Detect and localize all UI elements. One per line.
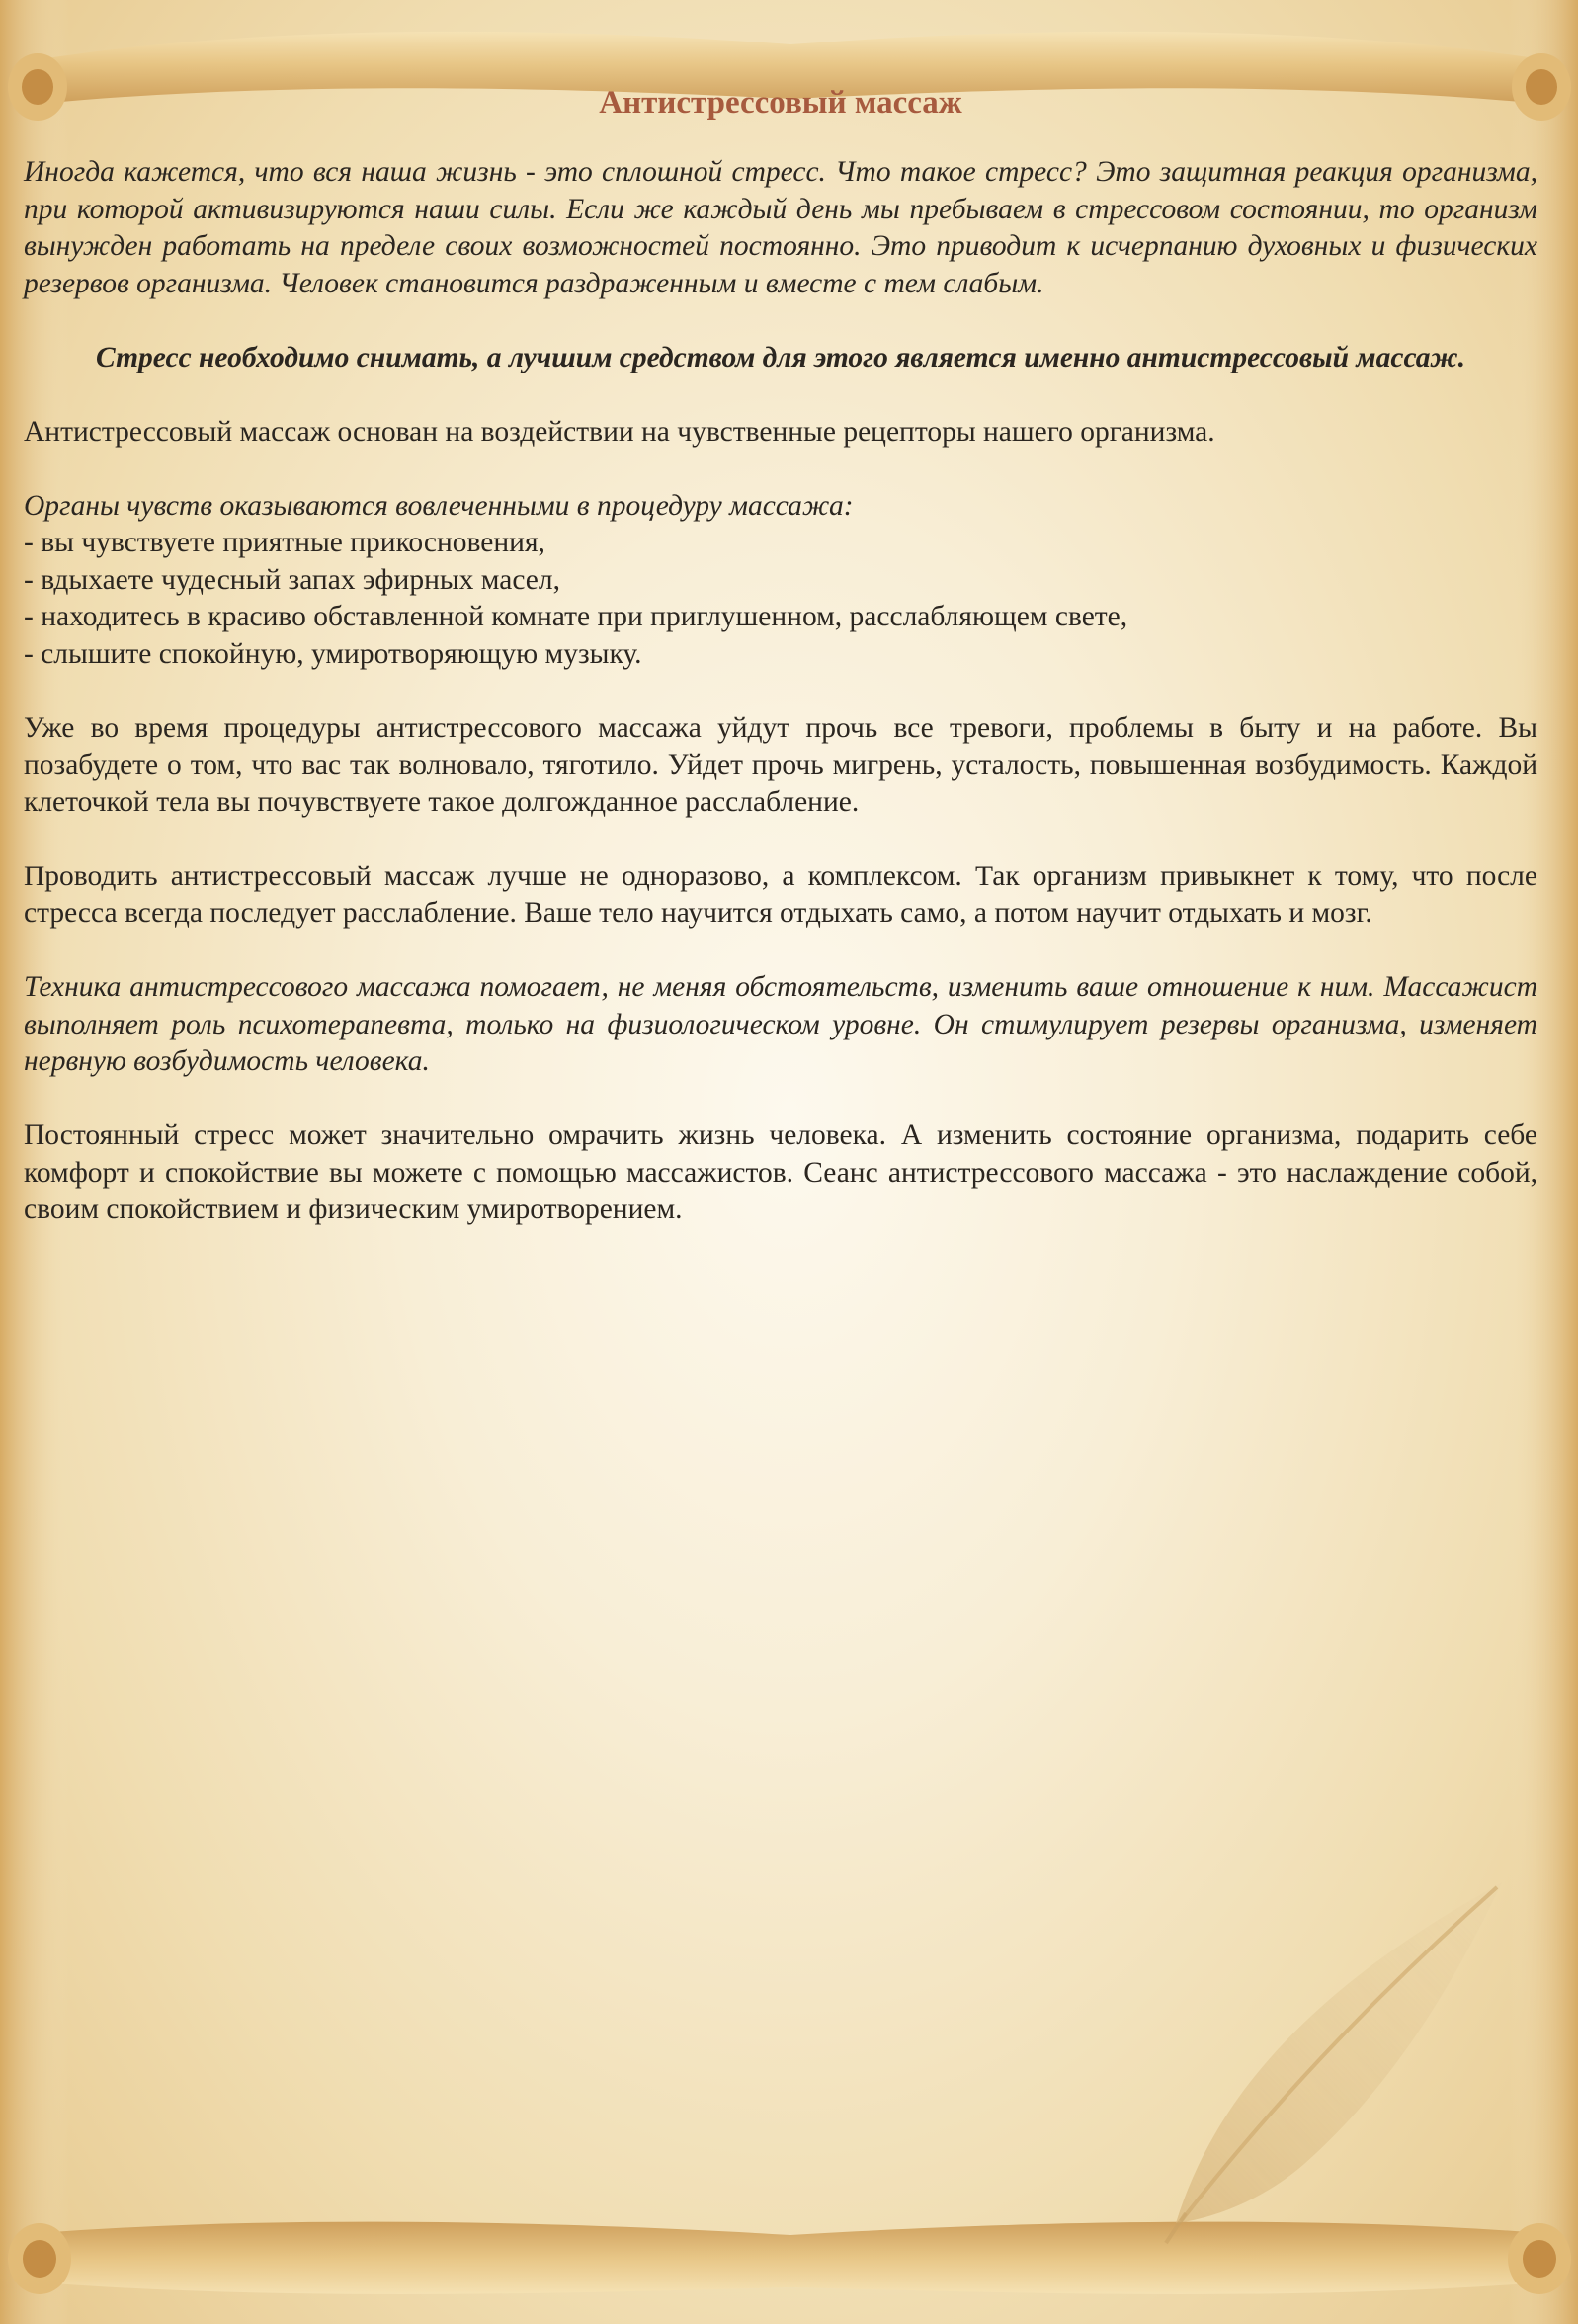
receptors-paragraph: Антистрессовый массаж основан на воздействии на чувственные рецепторы нашего организма. (24, 415, 1215, 448)
intro-paragraph: Иногда кажется, что вся наша жизнь - это сплошной стресс. Что такое стресс? Это защитная реакция организма, при которой активизируются наши силы. Если же каждый день мы пребываем в стрессовом состоянии, то организм вынужден работать на пределе своих возможностей постоянно. Это приводит к исчерпанию духовных и физических резервов организма. Человек становится раздраженным и вместе с тем слабым. (24, 156, 1537, 299)
document-body (24, 83, 1537, 1229)
senses-list (24, 488, 1537, 674)
list-item: - слышите спокойную, умиротворяющую музыку. (24, 637, 642, 670)
highlight-paragraph: Стресс необходимо снимать, а лучшим средством для этого является именно антистрессовый массаж. (95, 341, 1466, 374)
list-item: - вдыхаете чудесный запах эфирных масел, (24, 563, 560, 596)
senses-heading: Органы чувств оказываются вовлеченными в процедуру массажа: (24, 489, 854, 522)
list-item: - вы чувствуете приятные прикосновения, (24, 527, 545, 558)
final-paragraph: Постоянный стресс может значительно омрачить жизнь человека. А изменить состояние организма, подарить себе комфорт и спокойствие вы можете с помощью массажистов. Сеанс антистрессового массажа - это наслаждение собой, своим спокойствием и физическим умиротворением. (24, 1120, 1537, 1225)
page-title: Антистрессовый массаж (599, 85, 962, 121)
procedure-paragraph: Уже во время процедуры антистрессового массажа уйдут прочь все тревоги, проблемы в быту и на работе. Вы позабудете о том, что вас так волновало, тяготило. Уйдет прочь мигрень, усталость, повышенная возбудимость. Каждой клеточкой тела вы почувствуете такое долгожданное расслабление. (24, 711, 1537, 818)
feather-icon (1166, 1882, 1502, 2243)
complex-paragraph: Проводить антистрессовый массаж лучше не одноразово, а комплексом. Так организм привыкнет к тому, что после стресса всегда последует расслабление. Ваше тело научится отдыхать само, а потом научит отдыхать и мозг. (24, 860, 1537, 929)
list-item: - находитесь в красиво обставленной комнате при приглушенном, расслабляющем свете, (24, 601, 1128, 632)
technique-paragraph: Техника антистрессового массажа помогает, не меняя обстоятельств, изменить ваше отношение к ним. Массажист выполняет роль психотерапевта, только на физиологическом уровне. Он стимулирует резервы организма, изменяет нервную возбудимость человека. (24, 971, 1537, 1077)
